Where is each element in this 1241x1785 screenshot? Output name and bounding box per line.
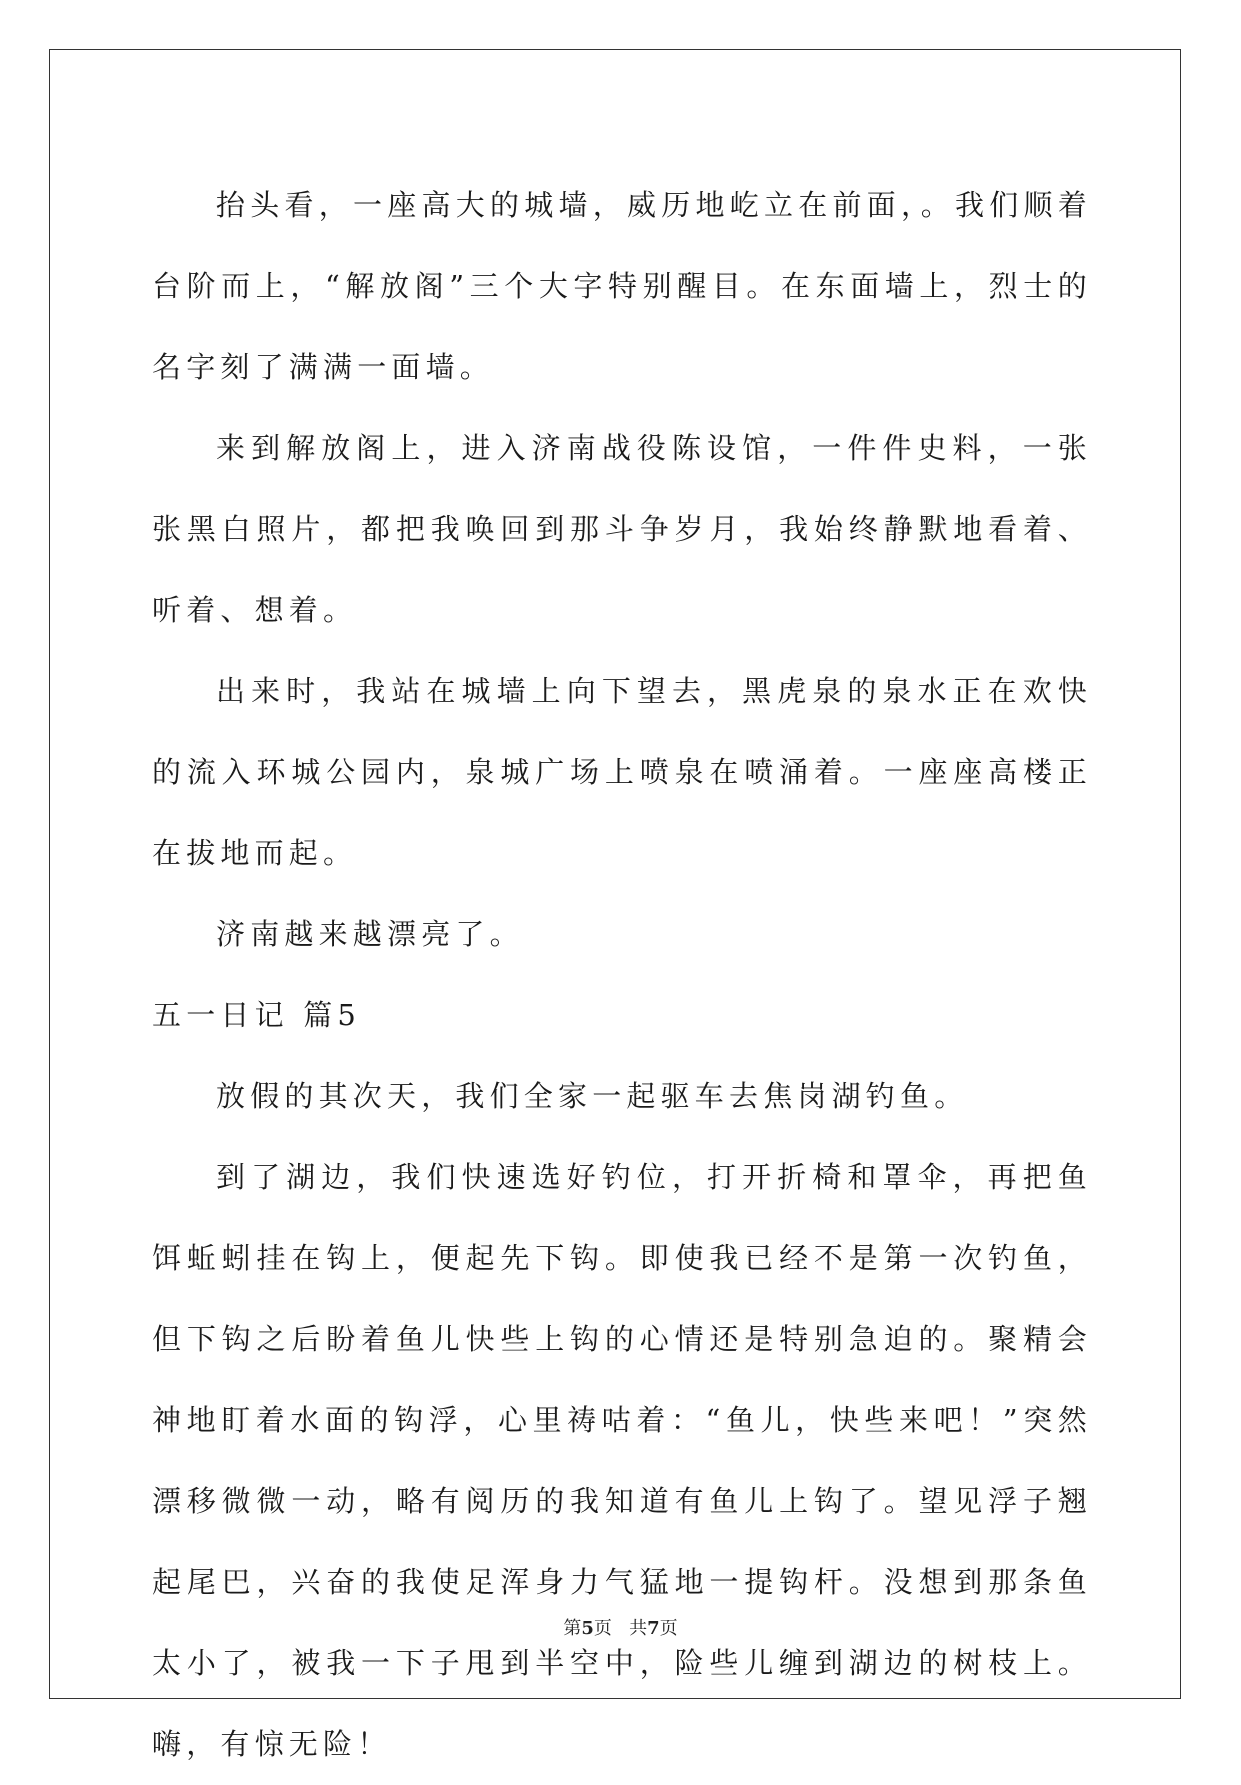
paragraph: 抬头看，一座高大的城墙，威历地屹立在前面，。我们顺着台阶而上，“解放阁”三个大字特别醒目。在东面墙上，烈士的名字刻了满满一面墙。: [152, 188, 1092, 384]
footer-page-number: 5: [581, 1618, 594, 1639]
document-body: [152, 165, 1092, 1785]
paragraph: 到了湖边，我们快速选好钓位，打开折椅和罩伞，再把鱼饵蚯蚓挂在钩上，便起先下钩。即使我已经不是第一次钓鱼，但下钩之后盼着鱼儿快些上钩的心情还是特别急迫的。聚精会神地盯着水面的钩浮，心里祷咕着：“鱼儿，快些来吧！”突然漂移微微一动，略有阅历的我知道有鱼儿上钩了。望见浮子翘起尾巴，兴奋的我使足浑身力气猛地一提钩杆。没想到那条鱼太小了，被我一下子甩到半空中，险些儿缠到湖边的树枝上。嗨，有惊无险！: [152, 1160, 1092, 1761]
paragraph: 出来时，我站在城墙上向下望去，黑虎泉的泉水正在欢快的流入环城公园内，泉城广场上喷泉在喷涌着。一座座高楼正在拔地而起。: [152, 674, 1092, 870]
footer-total-pages: 7: [647, 1618, 660, 1639]
section-heading: 五一日记 篇5: [152, 998, 362, 1032]
footer-total-prefix: 共: [629, 1618, 648, 1639]
footer-total-suffix: 页: [659, 1618, 678, 1639]
paragraph: 放假的其次天，我们全家一起驱车去焦岗湖钓鱼。: [216, 1079, 969, 1113]
footer-page-suffix: 页: [593, 1618, 612, 1639]
footer-page-prefix: 第: [563, 1618, 582, 1639]
page-footer: [0, 1614, 1241, 1640]
paragraph: 来到解放阁上，进入济南战役陈设馆，一件件史料，一张张黑白照片，都把我唤回到那斗争岁月，我始终静默地看着、听着、想着。: [152, 431, 1092, 627]
paragraph: 济南越来越漂亮了。: [216, 917, 524, 951]
